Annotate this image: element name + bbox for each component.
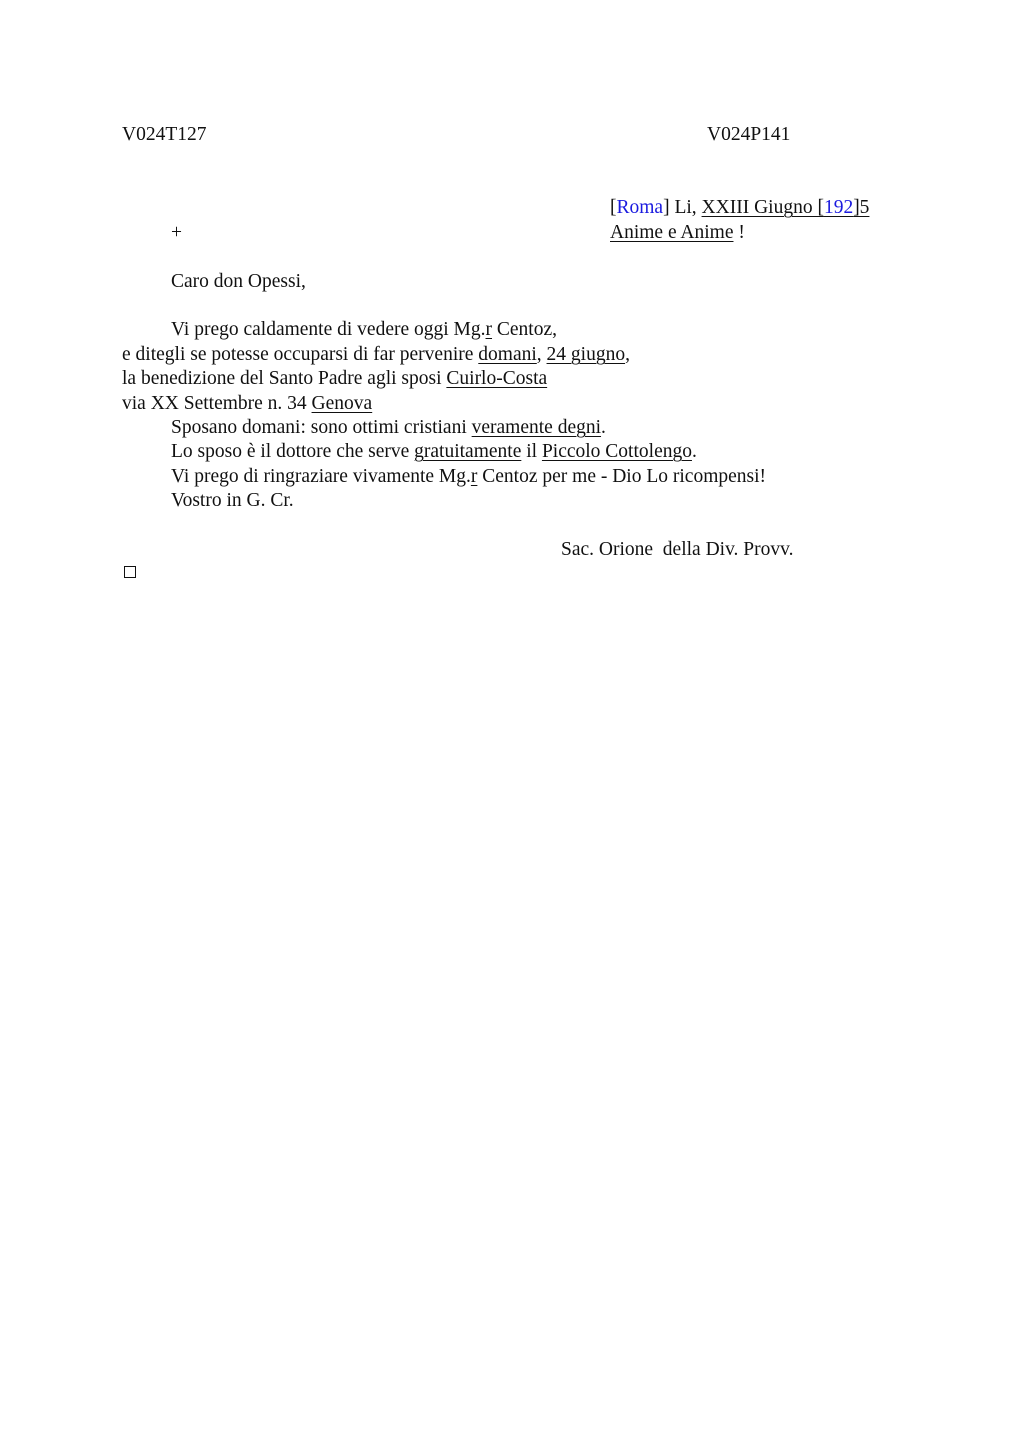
- body-line-6: Lo sposo è il dottore che serve gratuitamente il Piccolo Cottolengo.: [171, 441, 697, 462]
- dateline-place: Roma: [616, 197, 664, 218]
- salutation: Caro don Opessi,: [171, 271, 306, 292]
- signature: Sac. Orione della Div. Provv.: [561, 539, 794, 560]
- dateline-li: ] Li,: [663, 197, 702, 218]
- motto-end: !: [733, 222, 745, 243]
- motto-text: Anime e Anime: [610, 222, 734, 243]
- dateline-date: XXIII Giugno [192]5: [701, 197, 870, 218]
- document-code-right: V024P141: [707, 124, 791, 145]
- document-code-left: V024T127: [122, 124, 207, 145]
- body-line-3: la benedizione del Santo Padre agli sposi Cuirlo-Costa: [122, 368, 548, 389]
- body-line-7: Vi prego di ringraziare vivamente Mg.r Centoz per me - Dio Lo ricompensi!: [171, 466, 767, 487]
- cross-symbol: +: [171, 222, 182, 243]
- body-line-5: Sposano domani: sono ottimi cristiani veramente degni.: [171, 417, 606, 438]
- dateline-bracket-open: [: [610, 197, 617, 218]
- dateline-year-prefix: 192: [823, 197, 854, 218]
- body-line-2: e ditegli se potesse occuparsi di far pervenire domani, 24 giugno,: [122, 344, 630, 365]
- closing: Vostro in G. Cr.: [171, 490, 294, 511]
- body-line-1: Vi prego caldamente di vedere oggi Mg.r Centoz,: [171, 319, 557, 340]
- square-symbol-icon: [124, 566, 136, 578]
- body-line-4: via XX Settembre n. 34 Genova: [122, 393, 373, 414]
- motto: [610, 221, 745, 245]
- dateline: [610, 196, 869, 220]
